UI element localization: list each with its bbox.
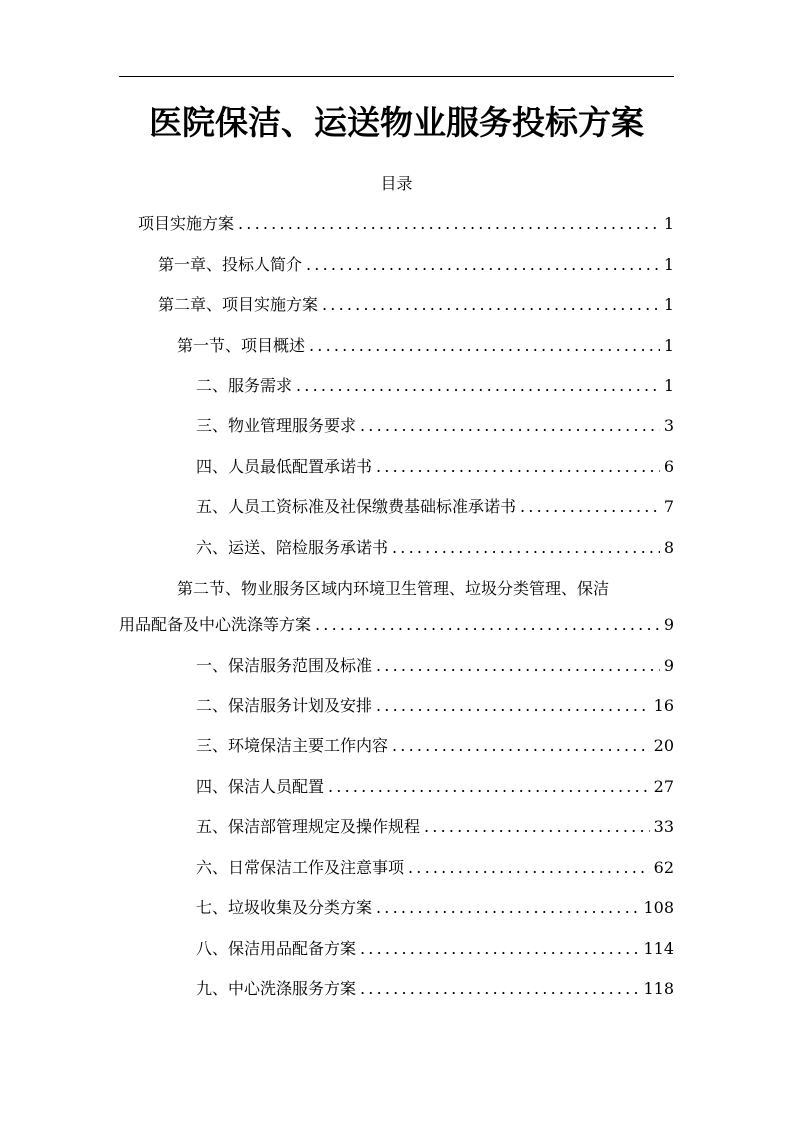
dot-leader [520, 496, 660, 518]
toc-entry-page: 118 [643, 979, 674, 998]
toc-entry[interactable] [119, 978, 674, 1000]
dot-leader [328, 776, 650, 798]
toc-entry-label: 一、保洁服务范围及标准 [196, 656, 373, 675]
dot-leader [306, 254, 660, 276]
toc-entry-page: 62 [653, 858, 674, 877]
toc-entry-label: 三、物业管理服务要求 [196, 416, 357, 435]
toc-entry-page: 1 [663, 255, 674, 274]
toc-entry-page: 7 [663, 497, 674, 516]
toc-entry-page: 27 [653, 777, 674, 796]
toc-entry[interactable] [119, 776, 674, 798]
toc-entry[interactable] [119, 254, 674, 276]
toc-entry[interactable] [119, 735, 674, 757]
toc-entry[interactable] [119, 614, 674, 636]
dot-leader [322, 294, 660, 316]
toc-entry-label: 第一节、项目概述 [177, 336, 306, 355]
dot-leader [392, 537, 660, 559]
dot-leader [424, 816, 650, 838]
toc-entry[interactable] [119, 897, 674, 919]
toc-entry[interactable] [119, 537, 674, 559]
toc-entry[interactable] [119, 456, 674, 478]
toc-entry[interactable] [119, 695, 674, 717]
toc-entry-label: 第一章、投标人简介 [158, 255, 303, 274]
toc-entry-page: 20 [653, 736, 674, 755]
toc-entry-page: 1 [663, 376, 674, 395]
toc-entry-label: 四、人员最低配置承诺书 [196, 457, 373, 476]
dot-leader [408, 857, 650, 879]
dot-leader [296, 375, 660, 397]
dot-leader [376, 655, 660, 677]
toc-entry-label: 用品配备及中心洗涤等方案 [119, 615, 312, 634]
dot-leader [360, 978, 639, 1000]
toc-entry-label: 二、服务需求 [196, 376, 293, 395]
dot-leader [376, 695, 650, 717]
dot-leader [238, 213, 660, 235]
toc-entry-label: 九、中心洗涤服务方案 [196, 979, 357, 998]
dot-leader [309, 335, 660, 357]
toc-entry[interactable] [119, 655, 674, 677]
dot-leader [392, 735, 650, 757]
dot-leader [376, 456, 660, 478]
dot-leader [360, 938, 639, 960]
dot-leader [315, 614, 660, 636]
toc-entry-label: 项目实施方案 [138, 214, 235, 233]
toc-entry-page: 1 [663, 214, 674, 233]
toc-entry-wrapped-line[interactable]: 第二节、物业服务区域内环境卫生管理、垃圾分类管理、保洁 [177, 579, 610, 598]
toc-entry-page: 114 [643, 939, 674, 958]
toc-entry[interactable] [119, 335, 674, 357]
toc-entry-page: 9 [663, 615, 674, 634]
toc-entry-label: 三、环境保洁主要工作内容 [196, 736, 389, 755]
dot-leader [376, 897, 639, 919]
toc-entry-page: 3 [663, 416, 674, 435]
dot-leader [360, 415, 660, 437]
toc-entry-label: 五、保洁部管理规定及操作规程 [196, 817, 421, 836]
toc-entry-page: 9 [663, 656, 674, 675]
toc-entry-label: 七、垃圾收集及分类方案 [196, 898, 373, 917]
toc-entry-label: 六、日常保洁工作及注意事项 [196, 858, 405, 877]
toc-entry[interactable] [119, 415, 674, 437]
toc-entry-label: 六、运送、陪检服务承诺书 [196, 538, 389, 557]
toc-entry[interactable] [119, 213, 674, 235]
toc-entry-page: 16 [653, 696, 674, 715]
toc-heading: 目录 [380, 174, 413, 193]
toc-entry-page: 1 [663, 295, 674, 314]
toc-entry-page: 33 [653, 817, 674, 836]
toc-entry[interactable] [119, 496, 674, 518]
toc-entry[interactable] [119, 816, 674, 838]
document-title: 医院保洁、运送物业服务投标方案 [149, 103, 644, 142]
toc-entry[interactable] [119, 857, 674, 879]
header-rule [119, 76, 674, 77]
toc-entry-label: 八、保洁用品配备方案 [196, 939, 357, 958]
toc-entry-page: 6 [663, 457, 674, 476]
toc-entry-page: 108 [643, 898, 674, 917]
toc-entry[interactable] [119, 375, 674, 397]
toc-entry-label: 四、保洁人员配置 [196, 777, 325, 796]
toc-entry-label: 五、人员工资标准及社保缴费基础标准承诺书 [196, 497, 517, 516]
toc-entry-page: 8 [663, 538, 674, 557]
toc-entry[interactable] [119, 938, 674, 960]
toc-entry-label: 第二章、项目实施方案 [158, 295, 319, 314]
toc-entry-label: 二、保洁服务计划及安排 [196, 696, 373, 715]
toc-entry[interactable] [119, 294, 674, 316]
toc-entry-page: 1 [663, 336, 674, 355]
